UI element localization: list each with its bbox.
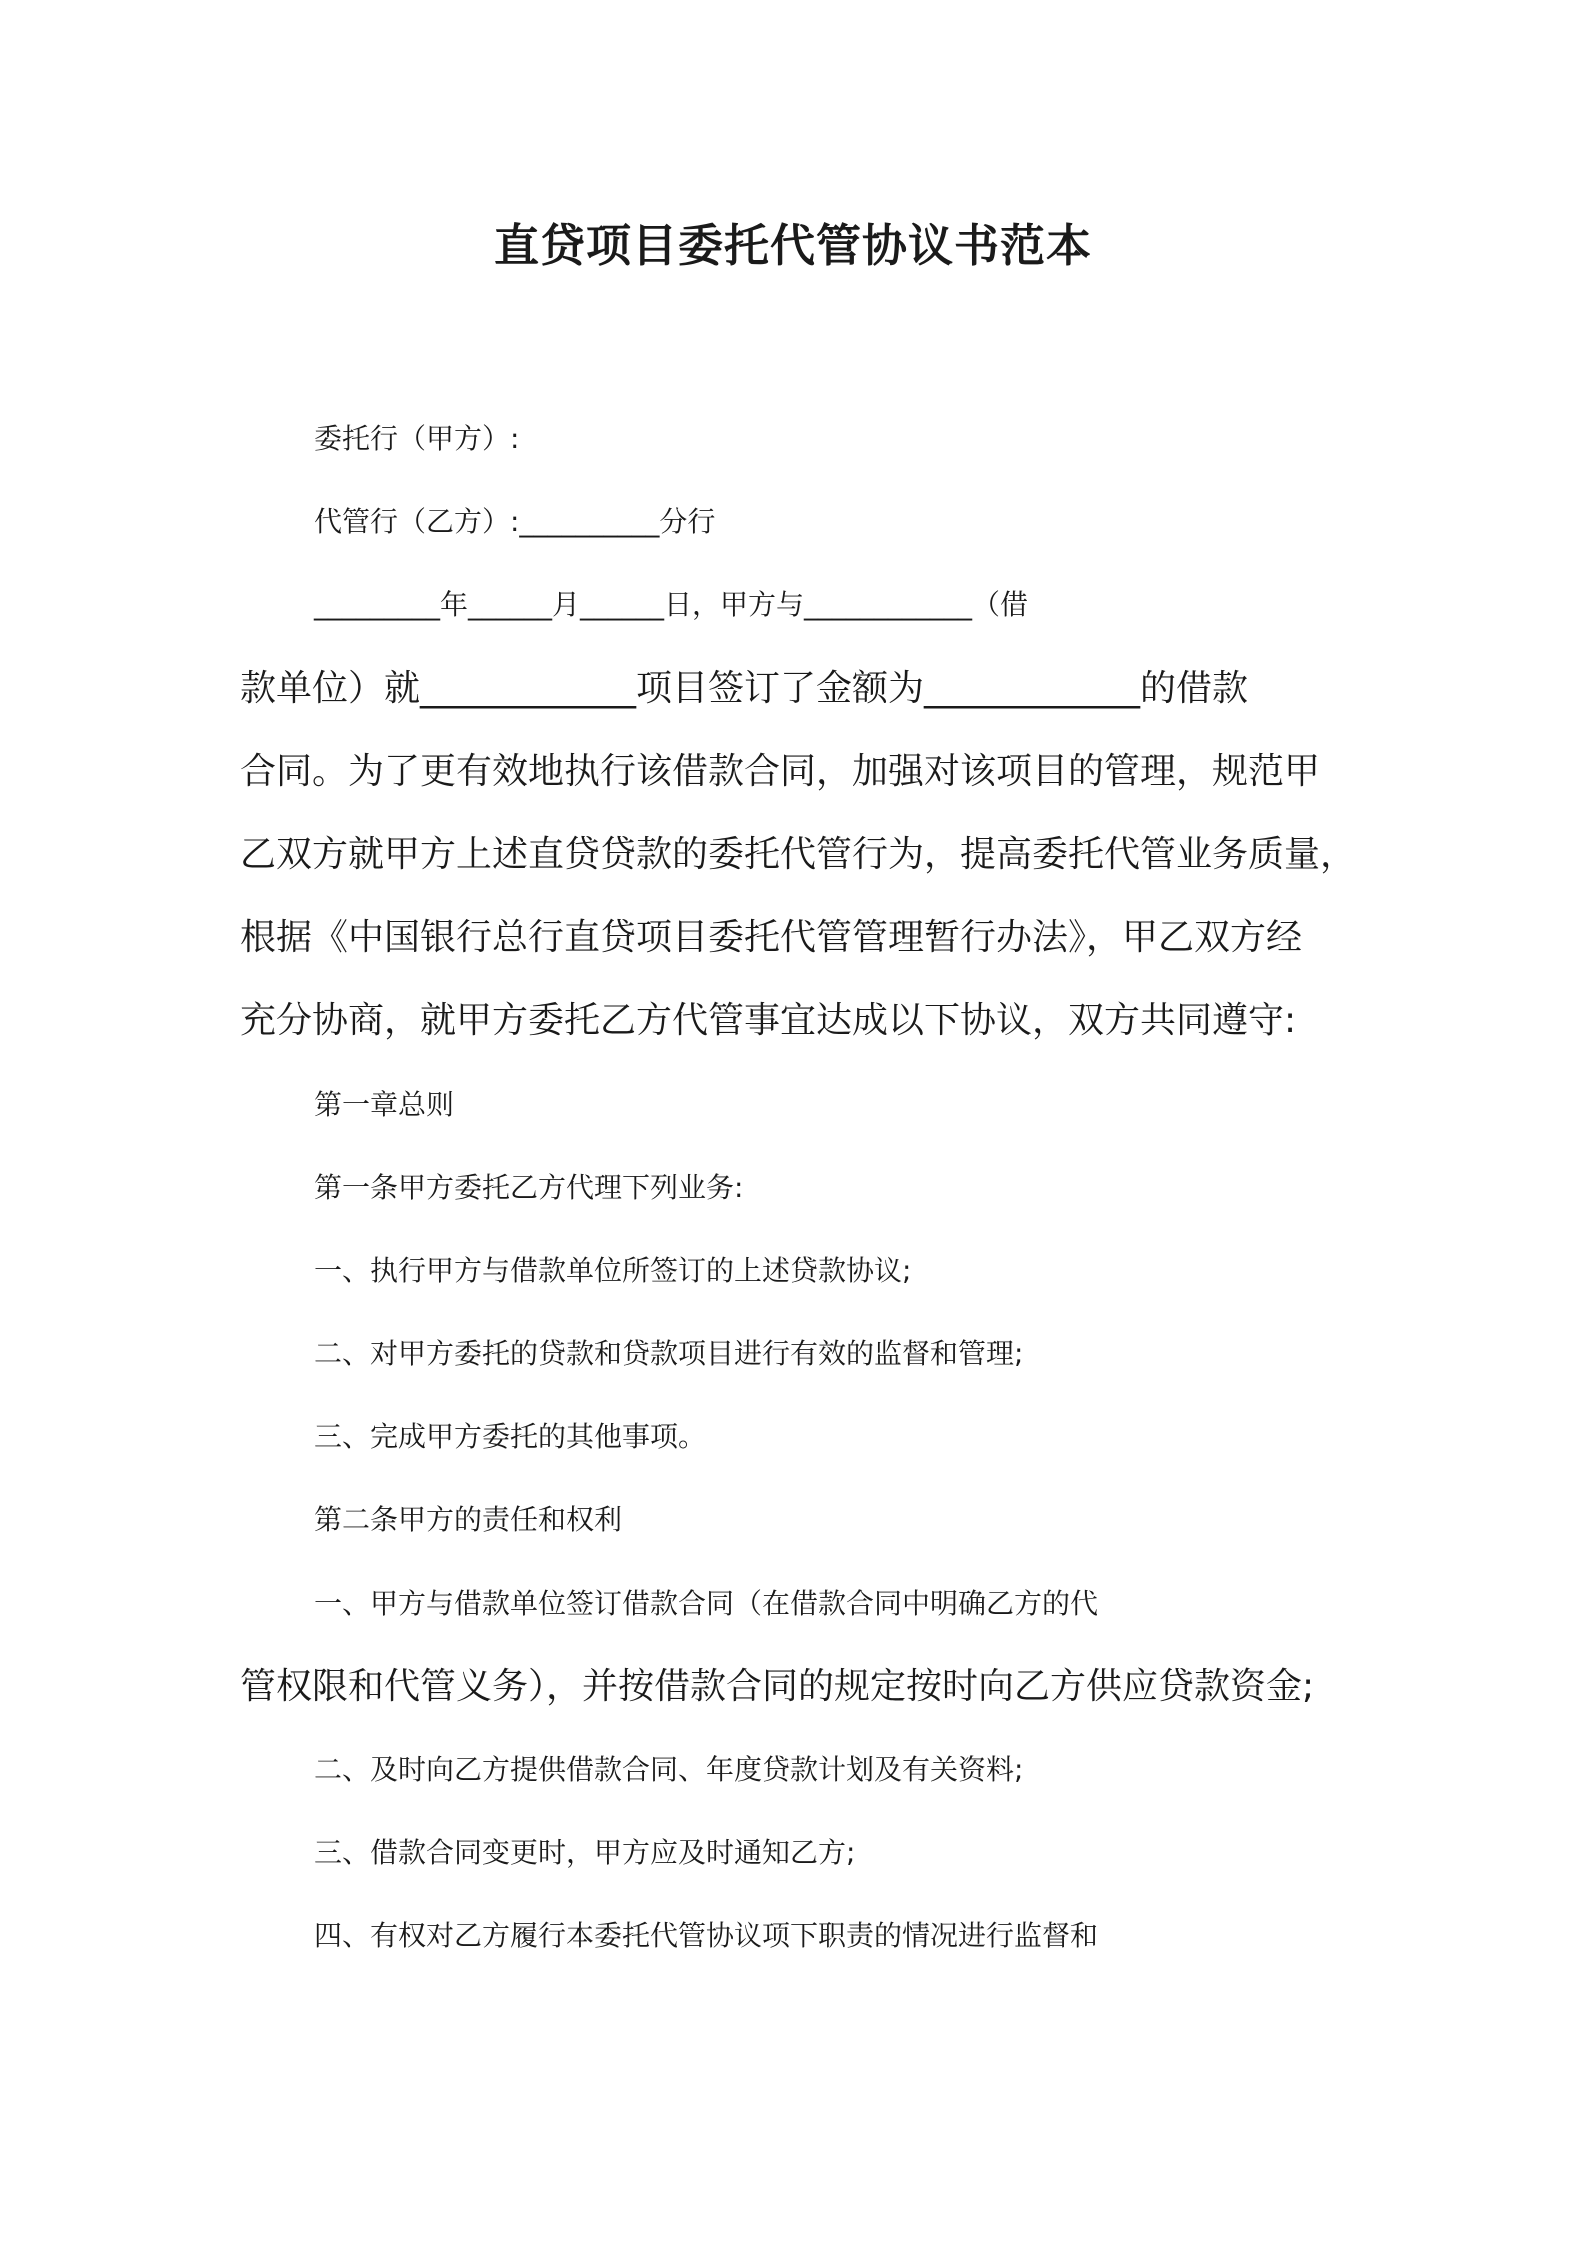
article-2-item-1-line-2: 管权限和代管义务），并按借款合同的规定按时向乙方供应贷款资金; [240,1665,1315,1707]
preamble-line-1: _________年______月______日，甲方与____________（借 [314,588,1029,622]
preamble-line-6: 充分协商，就甲方委托乙方代管事宜达成以下协议，双方共同遵守: [240,1000,1297,1042]
article-1-heading: 第一条甲方委托乙方代理下列业务: [314,1170,744,1204]
article-2-item-1-line-1: 一、甲方与借款单位签订借款合同（在借款合同中明确乙方的代 [314,1586,1099,1620]
article-2-item-4: 四、有权对乙方履行本委托代管协议项下职责的情况进行监督和 [314,1919,1099,1953]
article-1-item-3: 三、完成甲方委托的其他事项。 [314,1420,707,1454]
article-2-item-2: 二、及时向乙方提供借款合同、年度贷款计划及有关资料; [314,1753,1024,1786]
party-a-line: 委托行（甲方）: [314,422,520,455]
article-2-item-3: 三、借款合同变更时，甲方应及时通知乙方; [314,1836,856,1870]
document-title: 直贷项目委托代管协议书范本 [493,219,1092,272]
party-b-line: 代管行（乙方）:__________分行 [314,505,716,539]
article-2-heading: 第二条甲方的责任和权利 [314,1503,623,1537]
preamble-line-2: 款单位）就____________项目签订了金额为____________的借款 [240,667,1249,709]
preamble-line-5: 根据《中国银行总行直贷项目委托代管管理暂行办法》，甲乙双方经 [240,917,1303,959]
document-body [240,397,1360,1978]
chapter-heading: 第一章总则 [314,1087,455,1121]
preamble-line-3: 合同。为了更有效地执行该借款合同，加强对该项目的管理，规范甲 [240,750,1321,792]
article-1-item-2: 二、对甲方委托的贷款和贷款项目进行有效的监督和管理; [314,1337,1024,1371]
preamble-line-4: 乙双方就甲方上述直贷贷款的委托代管行为，提高委托代管业务质量， [240,833,1357,875]
article-1-item-1: 一、执行甲方与借款单位所签订的上述贷款协议; [314,1253,912,1287]
